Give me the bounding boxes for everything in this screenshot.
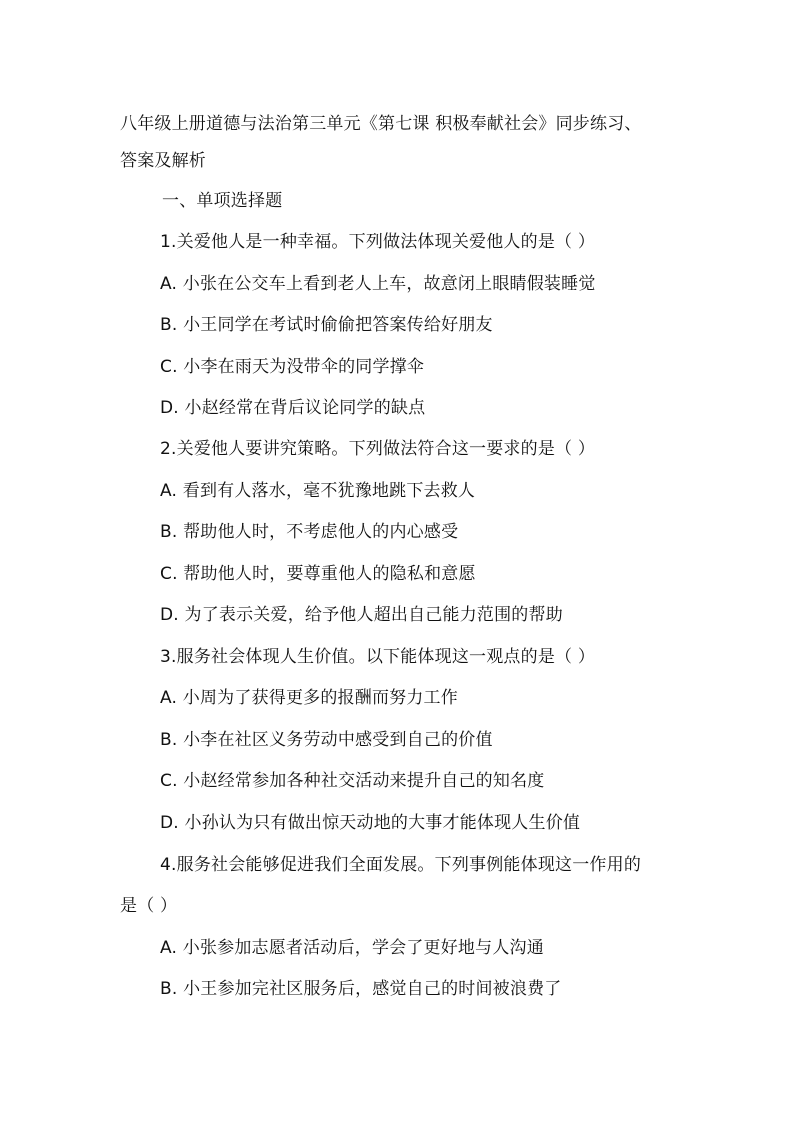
- question-stem: 2.关爱他人要讲究策略。下列做法符合这一要求的是（ ）: [160, 439, 596, 459]
- question-stem-continuation: 是（ ）: [120, 896, 178, 916]
- option-b: B. 小王同学在考试时偷偷把答案传给好朋友: [160, 315, 493, 335]
- option-d: D. 小赵经常在背后议论同学的缺点: [160, 398, 426, 418]
- option-a: A. 小张参加志愿者活动后，学会了更好地与人沟通: [160, 938, 544, 958]
- question-stem: 4.服务社会能够促进我们全面发展。下列事例能体现这一作用的: [160, 855, 642, 875]
- option-b: B. 小王参加完社区服务后，感觉自己的时间被浪费了: [160, 979, 562, 999]
- doc-title-line-1: 八年级上册道德与法治第三单元《第七课 积极奉献社会》同步练习、: [120, 114, 642, 134]
- option-c: C. 小赵经常参加各种社交活动来提升自己的知名度: [160, 771, 545, 791]
- option-c: C. 帮助他人时，要尊重他人的隐私和意愿: [160, 564, 476, 584]
- option-a: A. 看到有人落水，毫不犹豫地跳下去救人: [160, 481, 476, 501]
- option-b: B. 帮助他人时，不考虑他人的内心感受: [160, 522, 459, 542]
- option-c: C. 小李在雨天为没带伞的同学撑伞: [160, 357, 425, 377]
- option-a: A. 小周为了获得更多的报酬而努力工作: [160, 688, 458, 708]
- section-heading: 一、单项选择题: [162, 191, 283, 211]
- question-stem: 1.关爱他人是一种幸福。下列做法体现关爱他人的是（ ）: [160, 232, 596, 252]
- question-stem: 3.服务社会体现人生价值。以下能体现这一观点的是（ ）: [160, 647, 596, 667]
- option-a: A. 小张在公交车上看到老人上车，故意闭上眼睛假装睡觉: [160, 274, 596, 294]
- option-b: B. 小李在社区义务劳动中感受到自己的价值: [160, 730, 493, 750]
- doc-title-line-2: 答案及解析: [120, 151, 206, 171]
- option-d: D. 为了表示关爱，给予他人超出自己能力范围的帮助: [160, 605, 563, 625]
- option-d: D. 小孙认为只有做出惊天动地的大事才能体现人生价值: [160, 813, 581, 833]
